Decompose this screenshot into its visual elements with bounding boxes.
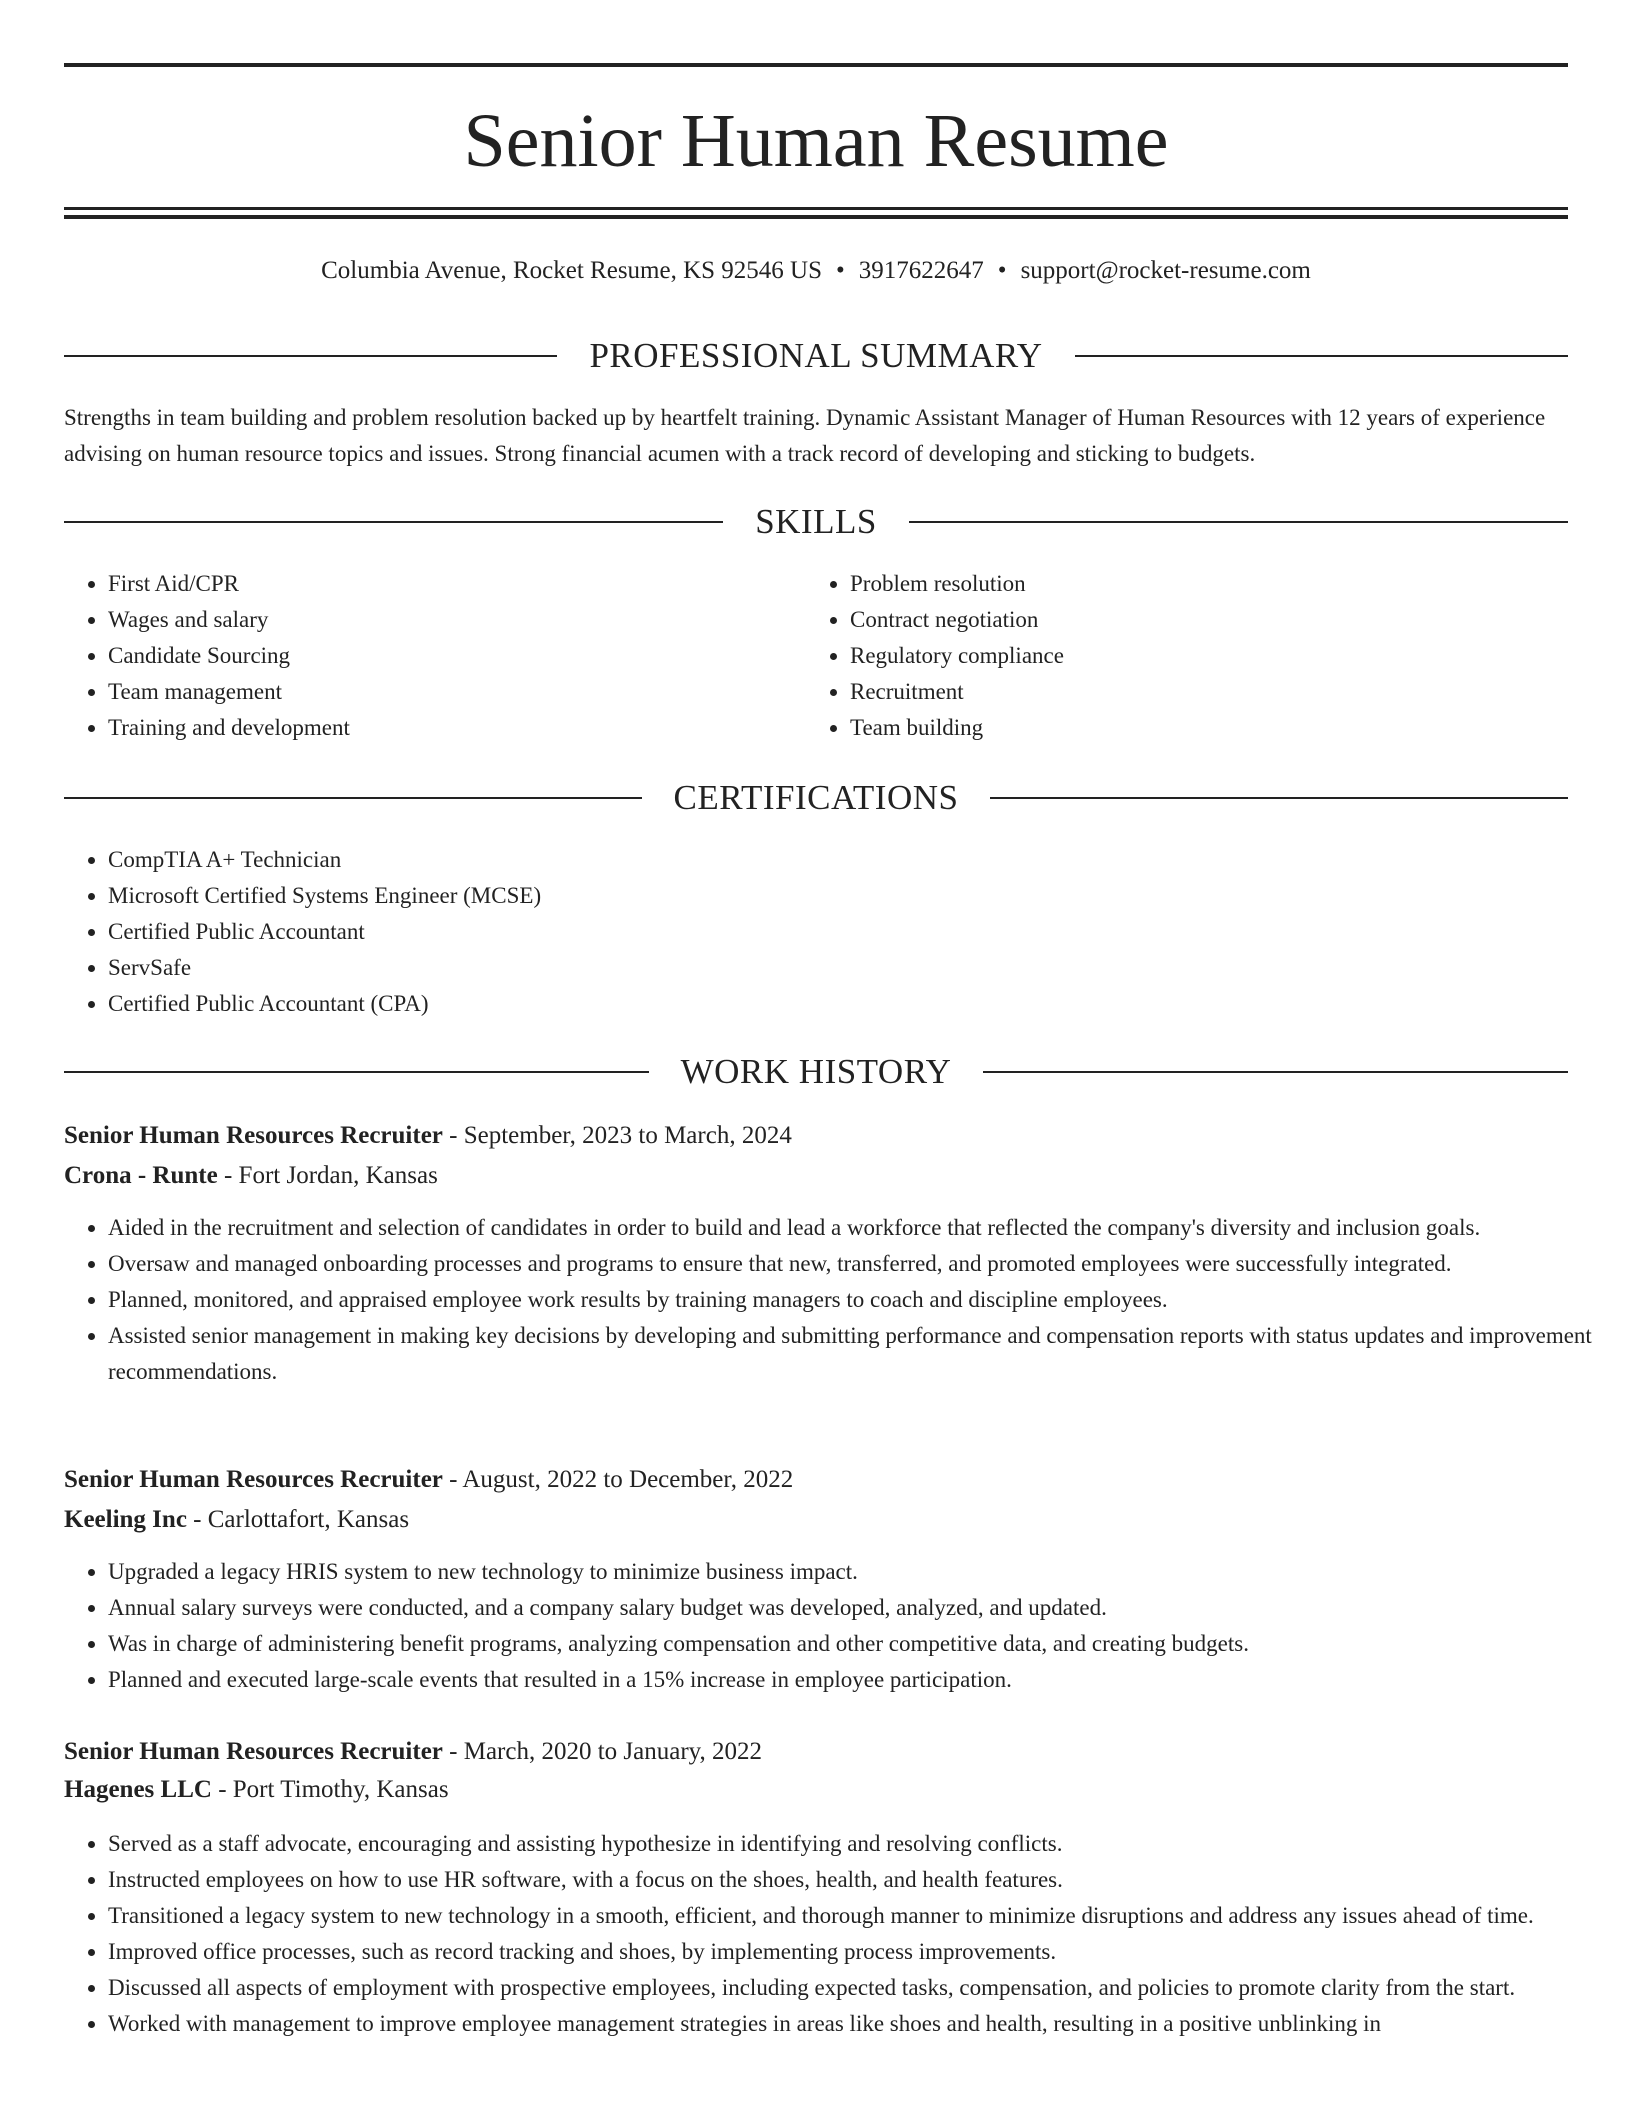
job-bullet: • Was in charge of administering benefit programs, analyzing compensation and other competitive data, and creating budgets.: [108, 1626, 1628, 1662]
job-bullet: • Worked with management to improve employee management strategies in areas like shoes and health, resulting in a positive unblinking in: [108, 2006, 1628, 2042]
skill-item: • Regulatory compliance: [850, 638, 1550, 674]
job-bullet: • Upgraded a legacy HRIS system to new technology to minimize business impact.: [108, 1554, 1628, 1590]
job-bullet: • Planned and executed large-scale events that resulted in a 15% increase in employee participation.: [108, 1662, 1628, 1698]
certification-item: • ServSafe: [108, 950, 1568, 986]
job-title-line: [64, 1734, 1568, 1770]
name-rule-upper: [64, 207, 1568, 210]
job-bullet: • Aided in the recruitment and selection of candidates in order to build and lead a workforce that reflected the company's diversity and inclusion goals.: [108, 1210, 1628, 1246]
heading-rule: [1075, 355, 1568, 357]
job-bullet: • Planned, monitored, and appraised employee work results by training managers to coach and discipline employees.: [108, 1282, 1628, 1318]
contact-separator: •: [997, 257, 1007, 284]
section-heading-certifications: [64, 776, 1568, 820]
section-heading-summary: [64, 334, 1568, 378]
skill-item: • Team management: [108, 674, 788, 710]
skill-item: • Candidate Sourcing: [108, 638, 788, 674]
job-location: - Fort Jordan, Kansas: [217, 1162, 438, 1189]
job-dates: - March, 2020 to January, 2022: [442, 1738, 763, 1765]
job-company: Keeling Inc: [64, 1506, 187, 1533]
skill-item: • Contract negotiation: [850, 602, 1550, 638]
job-title: Senior Human Resources Recruiter: [64, 1466, 443, 1493]
skill-item: • First Aid/CPR: [108, 566, 788, 602]
heading-rule: [64, 521, 723, 523]
job-title: Senior Human Resources Recruiter: [64, 1122, 443, 1149]
job-bullet: • Assisted senior management in making key decisions by developing and submitting performance and compensation reports with status updates and improvement recommendations.: [108, 1318, 1628, 1390]
section-heading-work-history: [64, 1050, 1568, 1094]
job-bullet: • Discussed all aspects of employment with prospective employees, including expected tasks, compensation, and policies to promote clarity from the start.: [108, 1970, 1628, 2006]
job-company-line: [64, 1772, 1568, 1808]
resume-name: Senior Human Resume: [463, 99, 1169, 183]
contact-email: support@rocket-resume.com: [1020, 257, 1311, 284]
job-title-line: [64, 1118, 1568, 1154]
job-company-line: [64, 1502, 1568, 1538]
certification-item: • Microsoft Certified Systems Engineer (MCSE): [108, 878, 1568, 914]
job-bullets: [64, 1554, 1628, 1698]
heading-rule: [983, 1071, 1568, 1073]
skill-item: • Recruitment: [850, 674, 1550, 710]
heading-rule: [64, 355, 557, 357]
heading-rule: [64, 1071, 649, 1073]
skills-list-right: [806, 566, 1550, 746]
job-company: Crona - Runte: [64, 1162, 218, 1189]
section-title: PROFESSIONAL SUMMARY: [589, 336, 1043, 375]
job-bullet: • Improved office processes, such as record tracking and shoes, by implementing process improvements.: [108, 1934, 1628, 1970]
section-title: CERTIFICATIONS: [673, 778, 959, 817]
heading-rule: [990, 797, 1568, 799]
job-bullet: • Oversaw and managed onboarding processes and programs to ensure that new, transferred, and promoted employees were successfully integrated.: [108, 1246, 1628, 1282]
contact-separator: •: [836, 257, 845, 284]
job-company-line: [64, 1158, 1568, 1194]
skill-item: • Wages and salary: [108, 602, 788, 638]
job-bullet: • Annual salary surveys were conducted, and a company salary budget was developed, analyzed, and updated.: [108, 1590, 1628, 1626]
job-location: - Carlottafort, Kansas: [186, 1506, 410, 1533]
name-rule-lower: [64, 215, 1568, 219]
job-title-line: [64, 1462, 1568, 1498]
skill-item: • Problem resolution: [850, 566, 1550, 602]
top-rule: [64, 63, 1568, 67]
skill-item: • Team building: [850, 710, 1550, 746]
job-company: Hagenes LLC: [64, 1776, 212, 1803]
job-dates: - September, 2023 to March, 2024: [442, 1122, 792, 1149]
section-title: WORK HISTORY: [680, 1052, 952, 1091]
certification-item: • Certified Public Accountant: [108, 914, 1568, 950]
certifications-list: [64, 842, 1568, 1022]
job-bullets: [64, 1210, 1628, 1390]
section-title: SKILLS: [755, 502, 877, 541]
heading-rule: [64, 797, 642, 799]
skill-item: • Training and development: [108, 710, 788, 746]
job-bullet: • Instructed employees on how to use HR software, with a focus on the shoes, health, and health features.: [108, 1862, 1628, 1898]
job-bullet: • Served as a staff advocate, encouraging and assisting hypothesize in identifying and resolving conflicts.: [108, 1826, 1628, 1862]
job-bullet: • Transitioned a legacy system to new technology in a smooth, efficient, and thorough manner to minimize disruptions and address any issues ahead of time.: [108, 1898, 1628, 1934]
job-bullets: [64, 1826, 1628, 2042]
contact-address: Columbia Avenue, Rocket Resume, KS 92546 US: [321, 257, 823, 284]
job-dates: - August, 2022 to December, 2022: [442, 1466, 794, 1493]
heading-rule: [909, 521, 1568, 523]
certification-item: • Certified Public Accountant (CPA): [108, 986, 1568, 1022]
contact-line: [64, 253, 1568, 289]
section-heading-skills: [64, 500, 1568, 544]
summary-text: Strengths in team building and problem resolution backed up by heartfelt training. Dynamic Assistant Manager of Human Resources with 12 years of experience advising on human resource topics and issues. Strong financial acumen with a track record of developing and sticking to budgets.: [64, 405, 1546, 466]
certification-item: • CompTIA A+ Technician: [108, 842, 1568, 878]
job-location: - Port Timothy, Kansas: [211, 1776, 449, 1803]
skills-list-left: [64, 566, 788, 746]
contact-phone: 3917622647: [858, 257, 984, 284]
job-title: Senior Human Resources Recruiter: [64, 1738, 443, 1765]
